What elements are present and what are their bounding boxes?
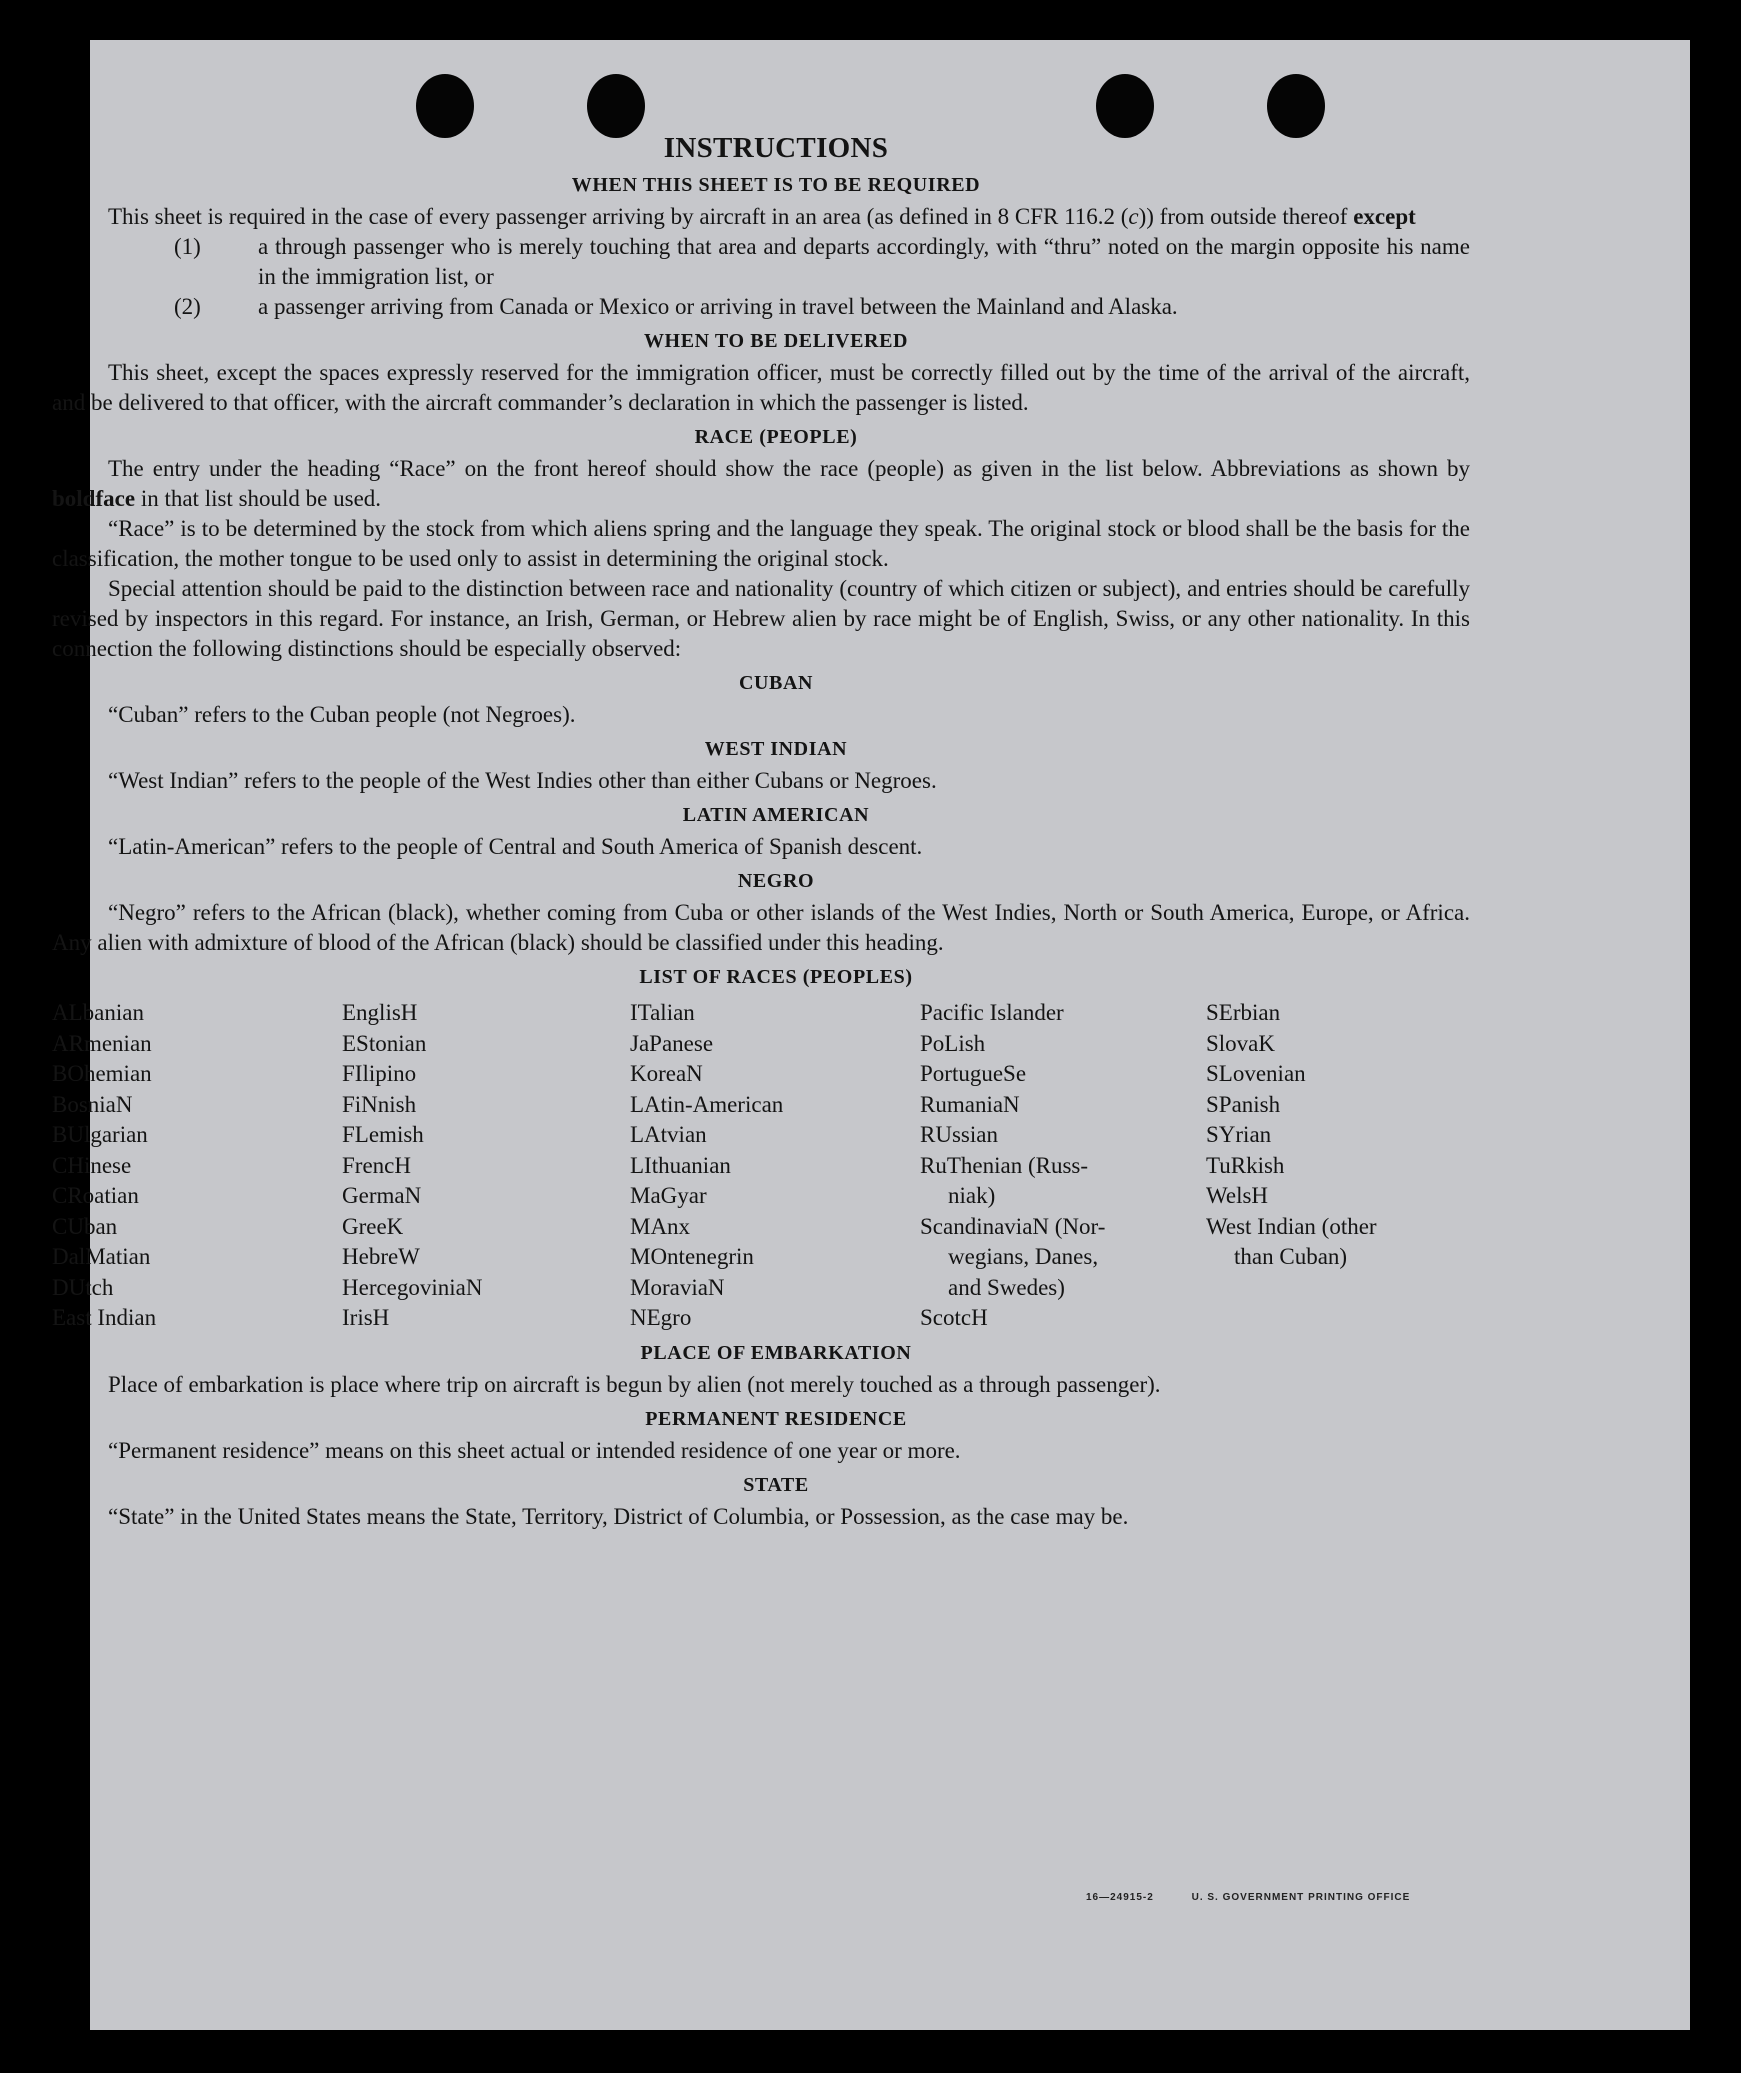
race-item: ARmenian — [52, 1030, 152, 1056]
race-item: PortugueSe — [920, 1061, 1027, 1086]
race-item: CRoatian — [52, 1183, 139, 1208]
negro-paragraph: “Negro” refers to the African (black), whether coming from Cuba or other islands of the West Indies, North or South America, Europe, or Africa. Any alien with admixture of blood of the African (black) should be classified under this heading. — [52, 900, 1470, 955]
section-heading: PLACE OF EMBARKATION — [640, 1341, 912, 1364]
section-heading: WHEN TO BE DELIVERED — [643, 330, 909, 352]
required-paragraph: This sheet is required in the case of every passenger arriving by aircraft in an area (as defined in 8 CFR 116.2 (c)) from outside thereof except — [108, 204, 1416, 229]
section-heading: PERMANENT RESIDENCE — [645, 1407, 907, 1430]
west-indian-paragraph: “West Indian” refers to the people of the West Indies other than either Cubans or Negroes. — [108, 768, 937, 793]
cuban-paragraph: “Cuban” refers to the Cuban people (not Negroes). — [108, 702, 576, 727]
race-item: ITalian — [630, 1000, 695, 1025]
section-heading: CUBAN — [738, 672, 814, 694]
race-item: EStonian — [342, 1030, 427, 1056]
race-column — [1206, 998, 1466, 1334]
race-item: RUssian — [920, 1122, 998, 1147]
race-item: LAtin-American — [630, 1091, 784, 1117]
page-title: INSTRUCTIONS — [663, 132, 889, 164]
race-paragraph: Special attention should be paid to the distinction between race and nationality (country of which citizen or subject), and entries should be carefully revised by inspectors in this regard. For instance, an Irish, German, or Hebrew alien by race might be of English, Swiss, or any other nationality. In this connection the following distinctions should be especially observed: — [52, 576, 1470, 661]
race-column — [52, 998, 342, 1334]
race-item: BosniaN — [52, 1091, 133, 1117]
race-item: IrisH — [342, 1305, 390, 1330]
race-item: ScandinaviaN (Nor- — [920, 1213, 1106, 1239]
race-column — [342, 998, 630, 1334]
delivery-paragraph: This sheet, except the spaces expressly reserved for the immigration officer, must be correctly filled out by the time of the arrival of the aircraft, and be delivered to that officer, with the aircraft commander’s declaration in which the passenger is listed. — [52, 360, 1470, 415]
punch-hole — [1267, 74, 1325, 138]
race-item: CUban — [52, 1213, 118, 1239]
exception-item: (1) a through passenger who is merely touching that area and departs accordingly, with “thru” noted on the margin opposite his name in the immigration list, or — [174, 234, 1470, 289]
race-item: RuThenian (Russ- — [920, 1152, 1089, 1178]
race-item: ALbanian — [52, 1000, 144, 1025]
state-paragraph: “State” in the United States means the State, Territory, District of Columbia, or Possession, as the case may be. — [108, 1503, 1129, 1529]
race-item: KoreaN — [630, 1061, 703, 1086]
race-item: LAtvian — [630, 1122, 707, 1147]
section-heading: LIST OF RACES (PEOPLES) — [639, 966, 913, 988]
race-paragraph: The entry under the heading “Race” on the front hereof should show the race (people) as given in the list below. Abbreviations as shown by boldface in that list should be used. — [52, 456, 1470, 511]
race-item: BOhemian — [52, 1061, 152, 1086]
section-heading: STATE — [743, 1473, 809, 1496]
race-item: than Cuban) — [1234, 1244, 1348, 1269]
race-item: West Indian (other — [1206, 1213, 1377, 1239]
race-item: SYrian — [1206, 1122, 1272, 1147]
race-item: East Indian — [52, 1305, 157, 1330]
race-item: SlovaK — [1206, 1030, 1275, 1056]
race-item: DUtch — [52, 1274, 114, 1300]
race-item: BUlgarian — [52, 1122, 148, 1147]
race-item: LIthuanian — [630, 1152, 731, 1178]
race-item: CHinese — [52, 1152, 132, 1178]
race-item: FIlipino — [342, 1061, 417, 1086]
race-paragraph: “Race” is to be determined by the stock from which aliens spring and the language they speak. The original stock or blood shall be the basis for the classification, the mother tongue to be used only to assist in determining the original stock. — [52, 516, 1470, 571]
form-number: 16—24915-2 — [1086, 1892, 1154, 1903]
race-item: DalMatian — [52, 1244, 151, 1269]
section-heading: WEST INDIAN — [704, 738, 848, 760]
race-item: niak) — [948, 1183, 996, 1208]
race-column — [920, 998, 1206, 1334]
punch-hole — [416, 74, 474, 138]
race-item: JaPanese — [630, 1030, 714, 1056]
race-item: wegians, Danes, — [948, 1244, 1099, 1269]
race-item: NEgro — [630, 1305, 692, 1330]
race-item: MOntenegrin — [630, 1244, 754, 1269]
race-item: FiNnish — [342, 1091, 417, 1117]
race-item: Pacific Islander — [920, 1000, 1064, 1025]
race-item: SErbian — [1206, 1000, 1281, 1025]
race-item: ScotcH — [920, 1305, 988, 1330]
race-item: HercegoviniaN — [342, 1274, 483, 1300]
punch-hole — [1096, 74, 1154, 138]
punch-hole — [587, 74, 645, 138]
race-item: GermaN — [342, 1183, 422, 1208]
race-item: RumaniaN — [920, 1091, 1020, 1117]
race-item: WelsH — [1206, 1183, 1269, 1208]
instructions-content — [52, 130, 1470, 1532]
race-item: EnglisH — [342, 1000, 418, 1025]
race-list — [52, 998, 1470, 1334]
race-item: SLovenian — [1206, 1061, 1306, 1086]
section-heading: LATIN AMERICAN — [682, 804, 870, 826]
race-item: PoLish — [920, 1030, 986, 1056]
printing-footer — [1086, 1892, 1444, 1903]
race-item: and Swedes) — [948, 1274, 1065, 1300]
race-column — [630, 998, 920, 1334]
race-item: FLemish — [342, 1122, 424, 1147]
race-item: TuRkish — [1206, 1152, 1285, 1178]
permanent-residence-paragraph: “Permanent residence” means on this sheet actual or intended residence of one year or more. — [108, 1437, 961, 1463]
section-heading: NEGRO — [737, 870, 815, 892]
race-item: SPanish — [1206, 1091, 1281, 1117]
race-item: MAnx — [630, 1213, 691, 1239]
race-item: FrencH — [342, 1152, 411, 1178]
exception-item: (2) a passenger arriving from Canada or Mexico or arriving in travel between the Mainland and Alaska. — [174, 294, 1178, 319]
printer-name: U. S. GOVERNMENT PRINTING OFFICE — [1191, 1892, 1411, 1903]
section-heading: WHEN THIS SHEET IS TO BE REQUIRED — [571, 174, 981, 196]
latin-american-paragraph: “Latin-American” refers to the people of Central and South America of Spanish descent. — [108, 834, 923, 859]
race-item: HebreW — [342, 1244, 420, 1269]
race-item: GreeK — [342, 1213, 404, 1239]
race-item: MoraviaN — [630, 1274, 725, 1300]
section-heading: RACE (PEOPLE) — [694, 426, 858, 448]
race-item: MaGyar — [630, 1183, 707, 1208]
embarkation-paragraph: Place of embarkation is place where trip on aircraft is begun by alien (not merely touched as a through passenger). — [108, 1371, 1161, 1397]
